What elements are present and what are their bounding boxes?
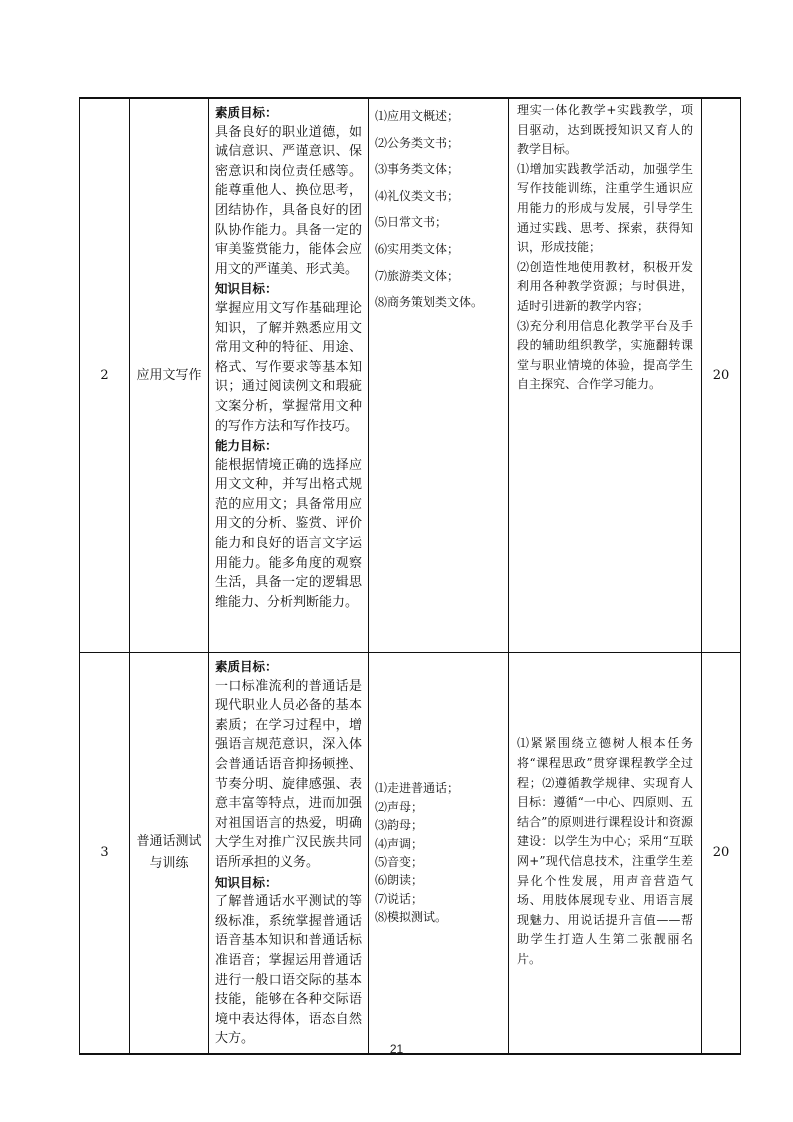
content-item: ⑶事务类文体； <box>375 162 460 177</box>
content-item: ⑴应用文概述； <box>375 109 460 123</box>
goal-title: 素质目标： <box>215 105 278 120</box>
teaching-method <box>509 98 702 653</box>
content-item: ⑸日常文书； <box>375 215 448 230</box>
teaching-method <box>509 653 702 1054</box>
content-item: ⑶韵母； <box>375 818 424 833</box>
class-hours: 20 <box>702 98 741 653</box>
row-number: 2 <box>80 98 130 653</box>
content-item: ⑵公务类文书； <box>375 135 460 150</box>
method-paragraph: ⑴增加实践教学活动，加强学生写作技能训练，注重学生通识应用能力的形成与发展，引导学生通过实践、思考、探索，获得知识，形成技能； <box>517 161 693 255</box>
table-row <box>80 98 741 653</box>
goal-text: 能根据情境正确的选择应用文文种，并写出格式规范的应用文；具备常用应用文的分析、鉴赏、评价能力和良好的语言文字运用能力。能多角度的观察生活，具备一定的逻辑思维能力、分析判断能力。 <box>215 457 362 610</box>
content-item: ⑹朗读； <box>375 873 424 888</box>
curriculum-table-container <box>79 97 730 1055</box>
table-row <box>80 653 741 1054</box>
goal-title: 素质目标： <box>215 659 278 674</box>
content-item: ⑵声母； <box>375 799 424 814</box>
goal-title: 知识目标： <box>215 874 278 890</box>
content-item: ⑸音变； <box>375 854 424 869</box>
method-paragraph: ⑵创造性地使用教材，积极开发利用各种教学资源；与时俱进，适时引进新的教学内容； <box>517 259 693 313</box>
curriculum-table <box>79 97 741 1055</box>
content-item: ⑷声调； <box>375 836 424 851</box>
page-number: 21 <box>389 1042 404 1056</box>
course-content <box>369 653 509 1054</box>
goal-text: 一口标准流利的普通话是现代职业人员必备的基本素质；在学习过程中，增强语言规范意识，深入体会普通话语音抑扬顿挫、节奏分明、旋律感强、表意丰富等特点，进而加强对祖国语言的热爱，明确大学生对推广汉民族共同语所承担的义务。 <box>215 678 362 870</box>
goal-text: 具备良好的职业道德，如诚信意识、严谨意识、保密意识和岗位责任感等。能尊重他人、换位思考，团结协作，具备良好的团队协作能力。具备一定的审美鉴赏能力，能体会应用文的严谨美、形式美。 <box>215 124 362 277</box>
content-item: ⑹实用类文体； <box>375 241 460 256</box>
goal-title: 能力目标： <box>215 438 278 454</box>
content-item: ⑺旅游类文体； <box>375 268 460 283</box>
course-name: 普通话测试与训练 <box>130 653 209 1054</box>
goal-title: 知识目标： <box>215 281 278 297</box>
content-item: ⑴走进普通话； <box>375 781 460 796</box>
method-paragraph: 理实一体化教学+实践教学，项目驱动，达到既授知识又育人的教学目标。 <box>517 103 693 157</box>
course-name: 应用文写作 <box>130 98 209 653</box>
content-item: ⑷礼仪类文书； <box>375 188 460 203</box>
content-item: ⑺说话； <box>375 891 424 906</box>
goal-text: 掌握应用文写作基础理论知识，了解并熟悉应用文常用文种的特征、用途、格式、写作要求等基本知识；通过阅读例文和瑕疵文案分析，掌握常用文种的写作方法和写作技巧。 <box>215 300 362 434</box>
goal-text: 了解普通话水平测试的等级标准，系统掌握普通话语音基本知识和普通话标准语音；掌握运用普通话进行一般口语交际的基本技能，能够在各种交际语境中表达得体，语态自然大方。 <box>215 894 362 1047</box>
content-item: ⑻模拟测试。 <box>375 910 448 925</box>
method-paragraph: ⑶充分利用信息化教学平台及手段的辅助组织教学，实施翻转课堂与职业情境的体验，提高学生自主探究、合作学习能力。 <box>517 318 693 392</box>
row-number: 3 <box>80 653 130 1054</box>
content-item: ⑻商务策划类文体。 <box>375 295 484 310</box>
class-hours: 20 <box>702 653 741 1054</box>
course-goals <box>209 98 369 653</box>
method-paragraph: ⑴紧紧围绕立德树人根本任务将“课程思政”贯穿课程教学全过程；⑵遵循教学规律、实现育人目标：遵循“一中心、四原则、五结合”的原则进行课程设计和资源建设：以学生为中心；采用“互联网+”现代信息技术，注重学生差异化个性发展，用声音营造气场、用肢体展现专业、用语言展现魅力、用说话提升言值——帮助学生打造人生第二张靓丽名片。 <box>517 736 693 966</box>
course-content <box>369 98 509 653</box>
course-goals <box>209 653 369 1054</box>
